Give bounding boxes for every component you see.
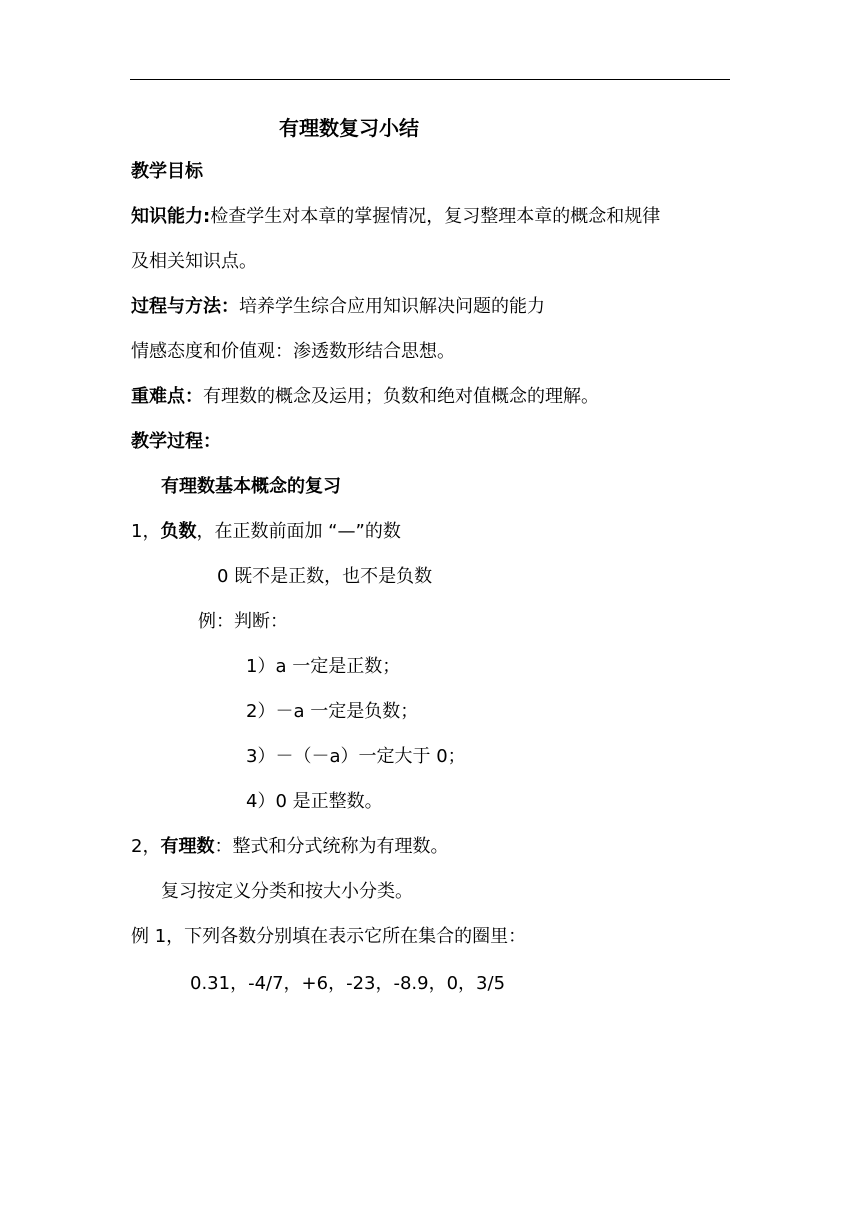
item1-label: 负数 xyxy=(160,521,197,542)
process-paragraph xyxy=(131,295,545,319)
knowledge-text: 检查学生对本章的掌握情况，复习整理本章的概念和规律 xyxy=(210,206,661,227)
header-rule xyxy=(130,79,730,80)
item2-label: 有理数 xyxy=(160,836,215,857)
review-heading: 有理数基本概念的复习 xyxy=(161,476,341,497)
goal-heading: 教学目标 xyxy=(131,161,203,182)
classification-note: 复习按定义分类和按大小分类。 xyxy=(161,881,413,902)
item-rational-number xyxy=(131,835,448,859)
page-title: 有理数复习小结 xyxy=(279,116,419,140)
zero-note: 0 既不是正数，也不是负数 xyxy=(217,566,433,587)
procedure-heading: 教学过程： xyxy=(131,431,221,452)
process-label: 过程与方法： xyxy=(131,296,239,317)
item1-text: ，在正数前面加 “—”的数 xyxy=(196,521,401,542)
judgement-item: 1）a 一定是正数； xyxy=(246,656,401,677)
number-list: 0.31，-4/7，+6，-23，-8.9，0，3/5 xyxy=(190,973,506,994)
item2-number: 2， xyxy=(131,836,161,857)
item-negative-number xyxy=(131,520,401,544)
attitude-paragraph: 情感态度和价值观：渗透数形结合思想。 xyxy=(131,341,455,362)
knowledge-text-cont: 及相关知识点。 xyxy=(131,251,257,272)
knowledge-label: 知识能力: xyxy=(131,206,211,227)
key-label: 重难点： xyxy=(131,386,203,407)
judgement-item: 3）－（－a）一定大于 0； xyxy=(246,746,466,767)
process-text: 培养学生综合应用知识解决问题的能力 xyxy=(239,296,545,317)
item2-text: ：整式和分式统称为有理数。 xyxy=(214,836,449,857)
judgement-item: 2）－a 一定是负数； xyxy=(246,701,419,722)
key-text: 有理数的概念及运用；负数和绝对值概念的理解。 xyxy=(203,386,599,407)
knowledge-paragraph xyxy=(131,205,660,229)
item1-number: 1， xyxy=(131,521,161,542)
example1-text: 例 1，下列各数分别填在表示它所在集合的圈里： xyxy=(131,926,527,947)
key-points-paragraph xyxy=(131,385,599,409)
example-label: 例：判断： xyxy=(198,611,288,632)
judgement-item: 4）0 是正整数。 xyxy=(246,791,383,812)
